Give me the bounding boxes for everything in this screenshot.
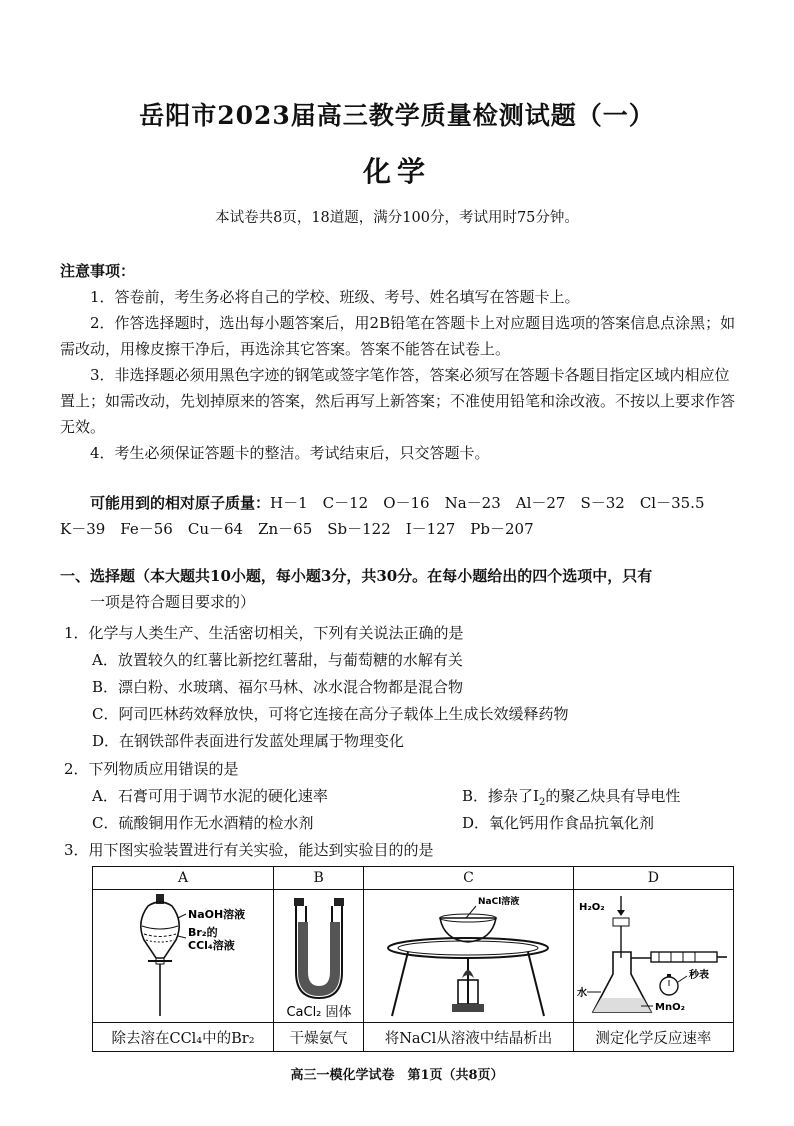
apparatus-a: [93, 890, 274, 1023]
reaction-rate-diagram: [575, 892, 731, 1020]
h2o2-label: H₂O₂: [579, 902, 605, 913]
note-item: 4．考生必须保证答题卡的整洁。考试结束后，只交答题卡。: [90, 444, 490, 462]
notes-list: [60, 284, 740, 466]
evaporating-dish-diagram: [368, 892, 568, 1020]
q2-option-d: D．氧化钙用作食品抗氧化剂: [462, 814, 655, 832]
caption-b: 干燥氨气: [274, 1023, 364, 1052]
ccl4-label: CCl₄溶液: [188, 939, 235, 952]
cacl2-label: CaCl₂ 固体: [286, 1005, 352, 1020]
section-1-heading-cont: 一项是符合题目要求的）: [90, 593, 256, 611]
note-item: 3．非选择题必须用黑色字迹的钢笔或签字笔作答，答案必须写在答题卡各题目指定区域内相应位置上；如需改动，先划掉原来的答案，然后再写上新答案；不准使用铅笔和涂改液。不按以上要求作答无效。: [60, 366, 736, 436]
q3-apparatus-table: [92, 866, 734, 1052]
col-header-b: B: [274, 867, 364, 890]
u-tube-diagram: [276, 892, 362, 1020]
apparatus-d: [573, 890, 733, 1023]
q2-option-b: B．掺杂了$I_2$的聚乙炔具有导电性: [462, 787, 681, 808]
section-1: [60, 563, 740, 615]
q1-option-b: B．漂白粉、水玻璃、福尔马林、冰水混合物都是混合物: [92, 678, 464, 696]
water-label: 水: [577, 988, 588, 999]
mno2-label: MnO₂: [655, 1002, 686, 1013]
q1-option-a: A．放置较久的红薯比新挖红薯甜，与葡萄糖的水解有关: [92, 651, 463, 669]
exam-intro: 本试卷共8页，18道题，满分100分，考试用时75分钟。: [215, 210, 579, 226]
note-item: 2．作答选择题时，选出每小题答案后，用2B铅笔在答题卡上对应题目选项的答案信息点涂黑；如需改动，用橡皮擦干净后，再选涂其它答案。答案不能答在试卷上。: [60, 314, 736, 358]
col-header-c: C: [364, 867, 573, 890]
atomic-mass: [60, 490, 740, 542]
separatory-funnel-diagram: [98, 892, 268, 1020]
apparatus-b: [274, 890, 364, 1023]
stopwatch-label: 秒表: [689, 970, 710, 981]
caption-d: 测定化学反应速率: [573, 1023, 733, 1052]
br2-label: Br₂的: [188, 926, 218, 939]
page-footer: 高三一模化学试卷 第1页（共8页）: [290, 1068, 504, 1083]
col-header-d: D: [573, 867, 733, 890]
atomic-mass-label: 可能用到的相对原子质量：: [90, 494, 271, 512]
caption-a: 除去溶在CCl₄中的Br₂: [93, 1023, 274, 1052]
q1-option-d: D．在钢铁部件表面进行发蓝处理属于物理变化: [92, 732, 405, 750]
note-item: 1．答卷前，考生务必将自己的学校、班级、考号、姓名填写在答题卡上。: [90, 288, 580, 306]
section-1-heading: 一、选择题（本大题共10小题，每小题3分，共30分。在每小题给出的四个选项中，只有: [60, 567, 653, 585]
q3-stem: 3．用下图实验装置进行有关实验，能达到实验目的的是: [64, 841, 434, 859]
col-header-a: A: [93, 867, 274, 890]
q2-option-c: C．硫酸铜用作无水酒精的检水剂: [92, 814, 314, 832]
apparatus-c: [364, 890, 573, 1023]
naoh-label: NaOH溶液: [188, 908, 246, 921]
atomic-mass-line1: H－1 C－12 O－16 Na－23 Al－27 S－32 Cl－35.5: [270, 494, 705, 512]
notes-heading: 注意事项：: [60, 262, 136, 280]
exam-title: 岳阳市2023届高三教学质量检测试题（一）: [139, 101, 655, 130]
nacl-solution-label: NaCl溶液: [478, 897, 520, 907]
subject-title: 化学: [362, 155, 431, 188]
q1-stem: 1．化学与人类生产、生活密切相关，下列有关说法正确的是: [64, 624, 464, 642]
caption-c: 将NaCl从溶液中结晶析出: [364, 1023, 573, 1052]
q2-stem: 2．下列物质应用错误的是: [64, 760, 239, 778]
q2-option-a: A．石膏可用于调节水泥的硬化速率: [92, 787, 328, 805]
q1-option-c: C．阿司匹林药效释放快，可将它连接在高分子载体上生成长效缓释药物: [92, 705, 569, 723]
atomic-mass-line2: K－39 Fe－56 Cu－64 Zn－65 Sb－122 I－127 Pb－207: [60, 520, 534, 538]
